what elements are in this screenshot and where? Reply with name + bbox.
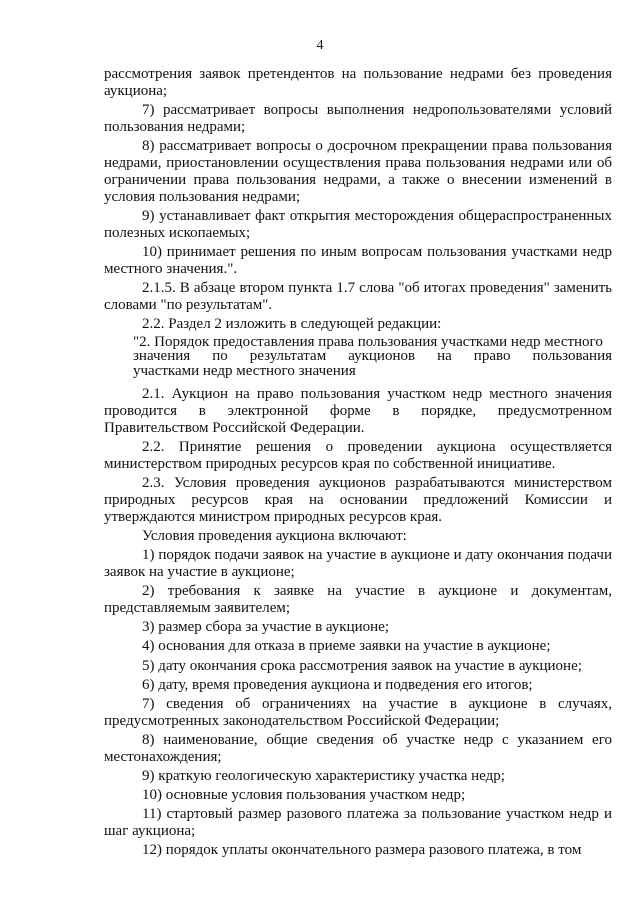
list-item: 6) дату, время проведения аукциона и подведения его итогов; — [142, 676, 533, 693]
paragraph: 2.2. Раздел 2 изложить в следующей редакции: — [142, 315, 442, 332]
paragraph: 9) устанавливает факт открытия месторождения общераспространенных полезных ископаемых; — [104, 207, 612, 241]
list-item: 12) порядок уплаты окончательного размера разового платежа, в том — [142, 841, 582, 858]
paragraph: 2.3. Условия проведения аукционов разрабатываются министерством природных ресурсов края на основании предложений Комиссии и утверждаются министром природных ресурсов края. — [104, 475, 612, 526]
paragraph: рассмотрения заявок претендентов на пользование недрами без проведения аукциона; — [104, 66, 612, 99]
list-item: 3) размер сбора за участие в аукционе; — [142, 619, 390, 636]
paragraph: 8) рассматривает вопросы о досрочном прекращении права пользования недрами, приостановлении осуществления права пользования недрами или об ограничении права пользования недрами, а также о внесении изменений в условия пользования недрами; — [104, 138, 612, 205]
list-item: 7) сведения об ограничениях на участие в аукционе в случаях, предусмотренных законодательством Российской Федерации; — [104, 695, 612, 729]
paragraph: 10) принимает решения по иным вопросам пользования участками недр местного значения.". — [104, 243, 612, 277]
paragraph: Условия проведения аукциона включают: — [142, 528, 407, 545]
paragraph: 2.2. Принятие решения о проведении аукциона осуществляется министерством природных ресурсов края по собственной инициативе. — [104, 439, 612, 473]
list-item: 9) краткую геологическую характеристику участка недр; — [142, 767, 505, 784]
list-item: 1) порядок подачи заявок на участие в аукционе и дату окончания подачи заявок на участие в аукционе; — [104, 547, 612, 581]
list-item: 10) основные условия пользования участком недр; — [142, 786, 466, 803]
list-item: 4) основания для отказа в приеме заявки на участие в аукционе; — [142, 638, 551, 655]
section-heading-line: "2. Порядок предоставления права пользования участками недр местного — [133, 333, 603, 350]
section-heading-line: значения по результатам аукционов на право пользования — [133, 348, 612, 365]
section-heading — [104, 335, 612, 379]
page-number: 4 — [316, 38, 324, 53]
list-item: 8) наименование, общие сведения об участке недр с указанием его местонахождения; — [104, 731, 612, 765]
list-item: 5) дату окончания срока рассмотрения заявок на участие в аукционе; — [142, 657, 582, 674]
paragraph: 2.1.5. В абзаце втором пункта 1.7 слова "об итогах проведения" заменить словами "по результатам". — [104, 279, 612, 313]
section-heading-line: участками недр местного значения — [133, 362, 356, 379]
paragraph: 2.1. Аукцион на право пользования участком недр местного значения проводится в электронной форме в порядке, предусмотренном Правительством Российской Федерации. — [104, 386, 612, 437]
document-body — [104, 66, 612, 861]
list-item: 11) стартовый размер разового платежа за пользование участком недр и шаг аукциона; — [104, 805, 612, 839]
list-item: 2) требования к заявке на участие в аукционе и документам, представляемым заявителем; — [104, 583, 612, 617]
paragraph: 7) рассматривает вопросы выполнения недропользователями условий пользования недрами; — [104, 102, 612, 135]
